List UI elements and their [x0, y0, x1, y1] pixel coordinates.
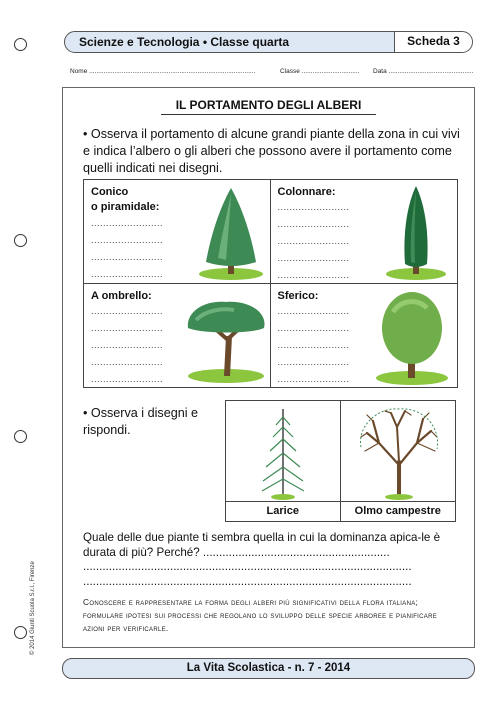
conical-tree-icon [192, 184, 270, 282]
sheet-number: Scheda 3 [394, 32, 472, 52]
spherical-tree-icon [371, 286, 453, 386]
subject-title: Scienze e Tecnologia • Classe quarta [79, 35, 290, 49]
label-columnar: Colonnare: [277, 186, 336, 198]
label-conical: Conico o piramidale: [91, 186, 160, 213]
cell-conical [84, 180, 271, 284]
label-spherical: Sferico: [277, 289, 319, 302]
instruction-1: • Osserva il portamento di alcune grandi piante della zona in cui vivi e indica l’albero o gli alberi che possono avere il portamento come quelli indicati nei disegni. [83, 127, 460, 175]
answer-line[interactable]: ........................ [277, 202, 350, 212]
answer-line[interactable]: ........................ [91, 269, 164, 279]
label-umbrella: A ombrello: [91, 289, 152, 302]
page-footer: La Vita Scolastica - n. 7 - 2014 [62, 658, 475, 679]
answer-line[interactable]: ........................ [277, 253, 350, 263]
answer-line[interactable]: ........................ [91, 356, 164, 367]
answer-line[interactable]: ........................ [277, 356, 350, 367]
answer-line[interactable]: ........................ [91, 373, 164, 384]
question [83, 531, 461, 589]
answer-line[interactable]: ........................ [91, 252, 164, 262]
answer-line[interactable]: ........................ [91, 235, 164, 245]
answer-line[interactable]: ........................ [277, 270, 350, 280]
umbrella-tree-icon [182, 290, 270, 386]
answer-line[interactable]: ........................ [277, 219, 350, 229]
binder-hole [14, 430, 27, 443]
date-field[interactable]: Data ............................................... [373, 68, 474, 75]
page-header [64, 31, 473, 53]
elm-tree-icon [357, 407, 441, 501]
elm-panel [341, 401, 456, 521]
cell-umbrella [84, 284, 271, 388]
answer-line[interactable]: ........................ [91, 339, 164, 350]
larch-panel [226, 401, 341, 521]
binder-hole [14, 626, 27, 639]
instruction-2: • Osserva i disegni e rispondi. [83, 406, 199, 437]
caption-elm: Olmo campestre [341, 501, 456, 521]
worksheet-title: IL PORTAMENTO DEGLI ALBERI [63, 98, 474, 115]
class-field[interactable]: Classe ................................ [280, 68, 360, 75]
copyright: © 2014 Giunti Scuola S.r.l., Firenze [30, 561, 36, 655]
answer-line[interactable]: ........................ [277, 373, 350, 384]
cell-spherical [271, 284, 458, 388]
answer-line[interactable]: ........................ [277, 322, 350, 333]
answer-line[interactable]: ........................ [277, 305, 350, 316]
worksheet-frame [62, 87, 475, 648]
columnar-tree-icon [381, 182, 451, 282]
caption-larch: Larice [226, 501, 340, 521]
cell-columnar [271, 180, 458, 284]
answer-line[interactable]: ........................ [277, 339, 350, 350]
answer-line[interactable]: ...................................................................................................... [83, 560, 412, 573]
answer-line[interactable]: ...................................................................................................... [83, 574, 412, 588]
answer-line[interactable]: ........................ [91, 305, 164, 316]
shape-grid [83, 179, 458, 388]
binder-hole [14, 38, 27, 51]
tree-comparison [225, 400, 456, 522]
larch-tree-icon [256, 407, 311, 501]
learning-objective: Conoscere e rappresentare la forma degli alberi più significativi della flora italiana; formulare ipotesi sui processi che regolano lo sviluppo delle specie arboree e pianificare azioni per verificarle. [83, 597, 437, 633]
answer-line[interactable]: ........................ [91, 218, 164, 228]
answer-line[interactable]: ........................ [277, 236, 350, 246]
answer-line[interactable]: ........................ [91, 322, 164, 333]
binder-hole [14, 234, 27, 247]
name-field[interactable]: Nome ............................................................................................ [70, 68, 256, 75]
question-text: Quale delle due piante ti sembra quella in cui la dominanza apica-le è durata di più? Perché? .......................................................... [83, 531, 441, 559]
